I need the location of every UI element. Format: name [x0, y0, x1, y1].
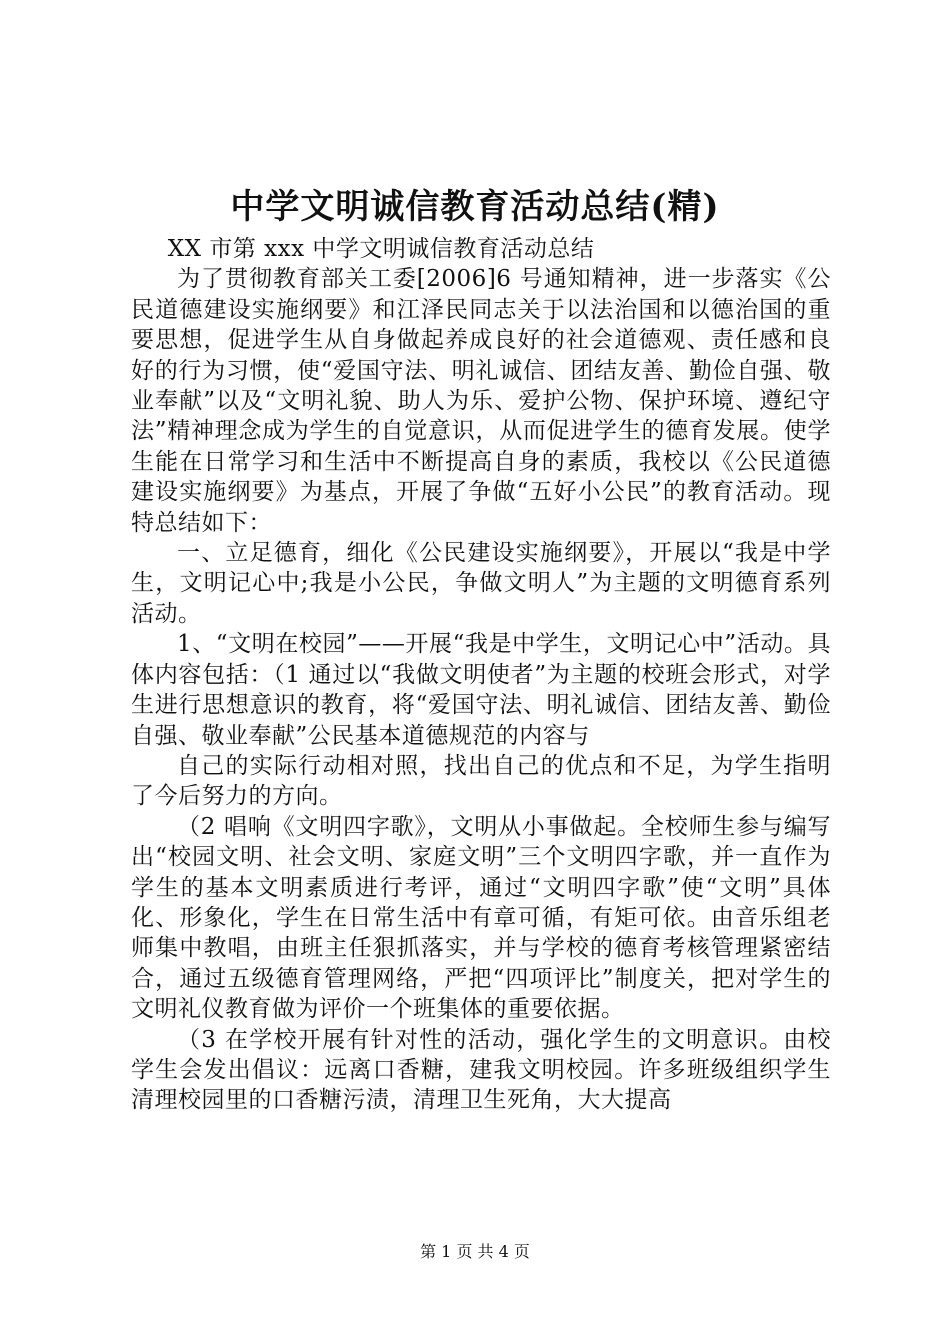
- paragraph-item-1: 1、“文明在校园”——开展“我是中学生，文明记心中”活动。具体内容包括：（1 通过以“我做文明使者”为主题的校班会形式，对学生进行思想意识的教育，将“爱国守法、明礼诚信、团结友善、勤俭自强、敬业奉献”公民基本道德规范的内容与: [131, 631, 831, 749]
- paragraph-section-1: 一、立足德育，细化《公民建设实施纲要》，开展以“我是中学生，文明记心中;我是小公民，争做文明人”为主题的文明德育系列活动。: [131, 540, 831, 627]
- page-footer: 第 1 页 共 4 页: [420, 1242, 530, 1261]
- document-body: [131, 234, 831, 1116]
- document-title: 中学文明诚信教育活动总结(精): [230, 187, 720, 227]
- document-subtitle: XX 市第 xxx 中学文明诚信教育活动总结: [167, 236, 595, 262]
- paragraph-item-3: （3 在学校开展有针对性的活动，强化学生的文明意识。由校学生会发出倡议：远离口香糖，建我文明校园。许多班级组织学生清理校园里的口香糖污渍，清理卫生死角，大大提高: [131, 1026, 831, 1114]
- paragraph-item-1-continued: 自己的实际行动相对照，找出自己的优点和不足，为学生指明了今后努力的方向。: [131, 752, 831, 810]
- paragraph-intro: 为了贯彻教育部关工委[2006]6 号通知精神，进一步落实《公民道德建设实施纲要》和江泽民同志关于以法治国和以德治国的重要思想，促进学生从自身做起养成良好的社会道德观、责任感和良好的行为习惯，使“爱国守法、明礼诚信、团结友善、勤俭自强、敬业奉献”以及“文明礼貌、助人为乐、爱护公物、保护环境、遵纪守法”精神理念成为学生的自觉意识，从而促进学生的德育发展。使学生能在日常学习和生活中不断提高自身的素质，我校以《公民道德建设实施纲要》为基点，开展了争做“五好小公民”的教育活动。现特总结如下：: [131, 266, 831, 536]
- paragraph-item-2: （2 唱响《文明四字歌》，文明从小事做起。全校师生参与编写出“校园文明、社会文明、家庭文明”三个文明四字歌，并一直作为学生的基本文明素质进行考评，通过“文明四字歌”使“文明”具体化、形象化，学生在日常生活中有章可循，有矩可依。由音乐组老师集中教唱，由班主任狠抓落实，并与学校的德育考核管理紧密结合，通过五级德育管理网络，严把“四项评比”制度关，把对学生的文明礼仪教育做为评价一个班集体的重要依据。: [131, 813, 831, 1023]
